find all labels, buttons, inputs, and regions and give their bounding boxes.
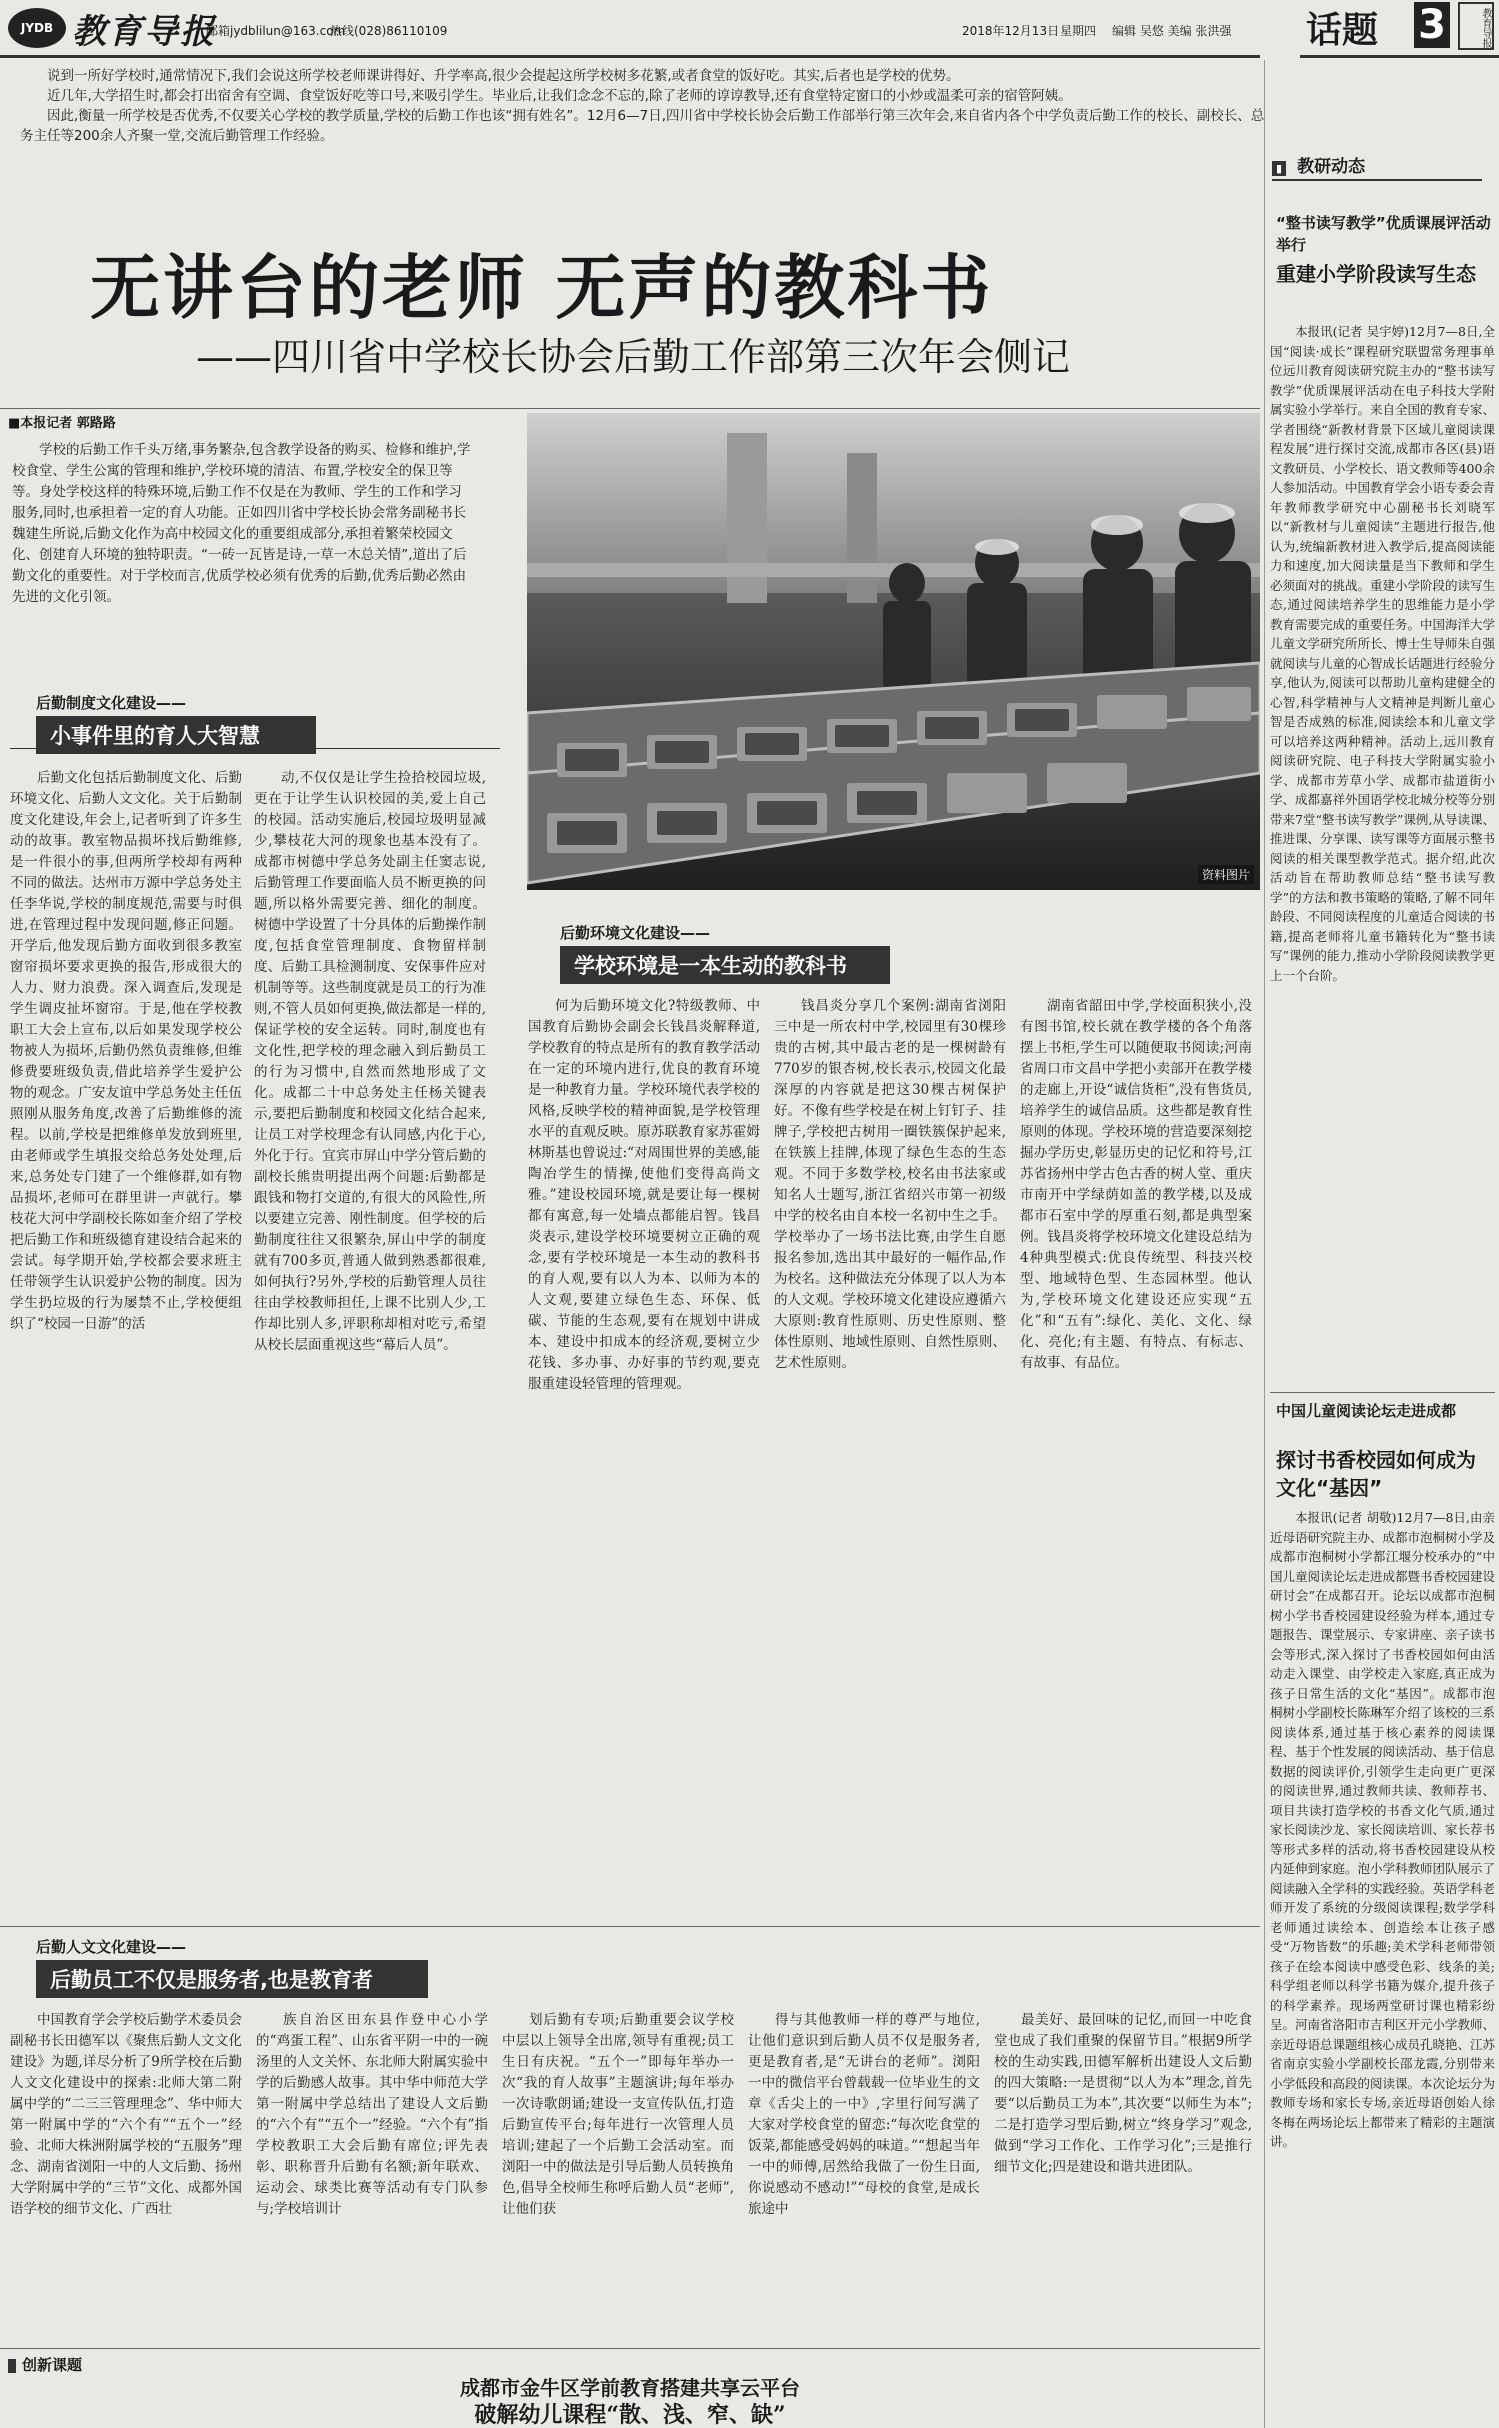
masthead-date: 2018年12月13日	[962, 24, 1060, 38]
section2-column-1: 何为后勤环境文化?特级教师、中国教育后勤协会副会长钱昌炎解释道,学校教育的特点是所有的教育教学活动在一定的环境内进行,优良的教育环境是一种教育力量。学校环境代表学校的风格,反映学校的精神面貌,是学校管理水平的直观反映。原苏联教育家苏霍姆林斯基也曾说过:“对周围世界的美感,能陶冶学生的情操,使他们变得高尚文雅。”建设校园环境,就是要让每一棵树都有寓意,每一处墙点都能启智。钱昌炎表示,建设学校环境要树立正确的观念,要有学校环境是一本生动的教科书的育人观,要有以人为本、以师为本的人文观,要建立绿色生态、环保、低碳、节能的生态观,要有在规划中讲成本、建设中扣成本的经济观,要树立少花钱、多办事、办好事的节约观,要克服重建设轻管理的管理观。	[528, 998, 760, 1392]
innovation-head: 破解幼儿课程“散、浅、窄、缺”	[474, 2402, 786, 2428]
sidebar-article2-kicker: 中国儿童阅读论坛走进成都	[1276, 1402, 1457, 1420]
section1-rule	[10, 748, 500, 749]
masthead-rule	[0, 55, 1260, 58]
byline: ■本报记者 郭路路	[8, 416, 116, 431]
section3-rule	[0, 1926, 1260, 1927]
masthead-logo: JYDB	[8, 8, 66, 48]
section3-column-4: 得与其他教师一样的尊严与地位,让他们意识到后勤人员不仅是服务者,更是教育者,是“无讲台的老师”。浏阳一中的微信平台曾载载一位毕业生的文章《舌尖上的一中》,字里行间写满了大家对学校食堂的留恋:“每次吃食堂的饭菜,都能感受妈妈的味道。”“想起当年一中的师傅,居然给我做了一份生日面,你说感动不感动!”“母校的食堂,是成长旅途中	[748, 2012, 980, 2217]
masthead-editor: 编辑 吴悠 美编 张洪强	[1112, 24, 1232, 38]
sidebar-article1-kicker: “整书读写教学”优质课展评活动举行	[1276, 214, 1491, 254]
masthead-email: 邮箱jydblilun@163.com	[206, 24, 346, 38]
section1-column-1: 后勤文化包括后勤制度文化、后勤环境文化、后勤人文文化。关于后勤制度文化建设,年会上,记者听到了许多生动的故事。教室物品损坏找后勤维修,是一件很小的事,但两所学校却有两种不同的做法。达州市万源中学总务处主任李华说,学校的制度规范,需要与时俱进,在管理过程中发现问题,修正问题。开学后,他发现后勤方面收到很多教室窗帘损坏要求更换的报告,形成很大的人力、财力浪费。深入调查后,发现是学生调皮扯坏窗帘。于是,他在学校教职工大会上宣布,以后如果发现学校公物被人为损坏,后勤仍然负责维修,但维修费要班级负责,借此培养学生爱护公物的观念。广安友谊中学总务处主任伍照刚从服务角度,改善了后勤维修的流程。以前,学校是把维修单发放到班里,由老师或学生填报交给总务处处理,后来,总务处专门建了一个维修群,如有物品损坏,老师可在群里讲一声就行。攀枝花大河中学副校长陈如奎介绍了学校把后勤工作和班级德育建设结合起来的尝试。每学期开始,学校都会要求班主任带领学生认识爱护公物的制度。因为学生扔垃圾的行为屡禁不止,学校便组织了“校园一日游”的活	[10, 770, 242, 1332]
sidebar-article2-text: 本报讯(记者 胡敬)12月7—8日,由亲近母语研究院主办、成都市泡桐树小学及成都市泡桐树小学都江堰分校承办的“中国儿童阅读论坛走进成都暨书香校园建设研讨会”在成都召开。论坛以成都市泡桐树小学书香校园建设经验为样本,通过专题报告、课堂展示、专家讲座、亲子读书会等形式,深入探讨了书香校园如何由活动走入课堂、由学校走入家庭,真正成为孩子日常生活的文化“基因”。成都市泡桐树小学副校长陈琳军介绍了该校的三系阅读体系,通过基于核心素养的阅读课程、基于个性发展的阅读活动、基于信息数据的阅读评价,引领学生走向更广更深的阅读世界,通过教师共读、教师荐书、项目共读打造学校的书香文化气质,通过家长阅读沙龙、家长阅读培训、家长荐书等形式多样的活动,将书香校园建设从校内延伸到家庭。泡小学科教师团队展示了阅读融入全学科的实践经验。英语学科老师开发了系统的分级阅读课程;数学学科老师通过读绘本、创造绘本让孩子感受“万物皆数”的乐趣;美术学科老师带领孩子在绘本阅读中感受色彩、线条的美;科学组老师以科学书籍为媒介,提升孩子的科学素养。现场两堂研讨课也精彩纷呈。河南省洛阳市吉利区开元小学教师、亲近母语总课题组核心成员孔晓艳、江苏省南京实验小学副校长邵龙霞,分别带来小学低段和高段的阅读课。本次论坛分为教师专场和家长专场,亲近母语创始人徐冬梅在两场论坛上都带来了精彩的主题演讲。	[1270, 1510, 1495, 2149]
sidebar-article1-head: 重建小学阶段读写生态	[1276, 262, 1476, 286]
masthead-week: 星期四	[1060, 24, 1097, 38]
canteen-photo	[527, 413, 1260, 890]
section2-heading: 学校环境是一本生动的教科书	[560, 946, 890, 984]
canteen-scene-illustration	[527, 413, 1260, 890]
sidebar-divider	[1264, 60, 1265, 2428]
sidebar-label-text: 教研动态	[1297, 157, 1366, 177]
sidebar-rule	[1270, 1392, 1495, 1393]
section2-label: 后勤环境文化建设——	[560, 924, 711, 942]
section2-column-2: 钱昌炎分享几个案例:湖南省浏阳三中是一所农村中学,校园里有30棵珍贵的古树,其中最古老的是一棵树龄有770岁的银杏树,校长表示,校园文化最深厚的内容就是把这30棵古树保护好。不像有些学校是在树上钉钉子、挂牌子,学校把古树用一圈铁簇保护起来,在铁簇上挂牌,体现了绿色生态的生态观。不同于多数学校,校名由书法家或知名人士题写,浙江省绍兴市第一初级中学的校名由自本校一名初中生之手。学校举办了一场书法比赛,由学生自愿报名参加,选出其中最好的一幅作品,作为校名。这种做法充分体现了以人为本的人文观。学校环境文化建设应遵循六大原则:教育性原则、历史性原则、整体性原则、地域性原则、自然性原则、艺术性原则。	[774, 998, 1006, 1371]
sidebar-article1-text: 本报讯(记者 吴宇婷)12月7—8日,全国“阅读·成长”课程研究联盟常务理事单位远川教育阅读研究院主办的“整书读写教学”优质课展评活动在电子科技大学附属实验小学举行。来自全国的教育专家、学者围绕“新教材背景下区域儿童阅读课程发展”进行探讨交流,成都市各区(县)语文教研员、小学校长、语文教师等400余人参加活动。中国教育学会小语专委会青年教师教学研究中心副秘书长刘晓军以“新教材与儿童阅读”主题进行报告,他认为,统编新教材进入教学后,提高阅读能力和速度,加大阅读量是当下教师和学生必须面对的挑战。重建小学阶段的读写生态,通过阅读培养学生的思维能力是小学教育需要完成的重要任务。中国海洋大学儿童文学研究所所长、博士生导师朱自强就阅读与儿童的心智成长话题进行经验分享,他认为,阅读可以帮助儿童构建健全的心智,科学精神与人文精神是判断儿童心智是否成熟的标准,阅读绘本和儿童文学可以培养这两种精神。活动上,远川教育阅读研究院、电子科技大学附属实验小学、成都市芳草小学、成都市盐道街小学、成都嘉祥外国语学校北城分校等分别带来7堂“整书读写教学”课例,从导读课、推进课、分享课、读写课等方面展示整书阅读的相关课型教学范式。据介绍,此次活动旨在帮助教师总结“整书读写教学”的方法和教书策略的策略,了解不同年龄段、不同阅读程度的儿童适合阅读的书籍,提高老师将儿童书籍转化为“整书读写”课例的能力,推动小学阶段阅读教学更上一个台阶。	[1270, 324, 1495, 983]
section1-heading: 小事件里的育人大智慧	[36, 716, 316, 754]
photo-caption: 资料图片	[1198, 865, 1254, 884]
headline-title: 无讲台的老师 无声的教科书	[90, 246, 994, 329]
section3-column-5: 最美好、最回味的记忆,而回一中吃食堂也成了我们重聚的保留节目。”根据9所学校的生动实践,田德军解析出建设人文后勤的四大策略:一是贯彻“以人为本”理念,首先要“以后勤员工为本”,其次要“以师生为本”;二是打造学习型后勤,树立“终身学习”观念,做到“学习工作化、工作学习化”;三是推行细节文化;四是建设和谐共进团队。	[994, 2012, 1252, 2175]
masthead-hotline: 热线(028)86110109	[330, 24, 448, 38]
section1-label: 后勤制度文化建设——	[36, 694, 187, 712]
page-number: 3	[1414, 2, 1450, 48]
headline-subtitle: ——四川省中学校长协会后勤工作部第三次年会侧记	[196, 335, 1071, 379]
section1-column-2: 动,不仅仅是让学生捡拾校园垃圾,更在于让学生认识校园的美,爱上自己的校园。活动实施后,校园垃圾明显减少,攀枝花大河的现象也基本没有了。成都市树德中学总务处副主任窦志说,后勤管理工作要面临人员不断更换的问题,所以格外需要完善、细化的制度。树德中学设置了十分具体的后勤操作制度,包括食堂管理制度、食物留样制度、后勤工具检测制度、安保事件应对机制等等。这些制度就是员工的行为准则,不管人员如何更换,做法都是一样的,保证学校的安全运转。同时,制度也有文化性,把学校的理念融入到后勤员工的行为习惯中,自然而然地形成了文化。成都二十中总务处主任杨关键表示,要把后勤制度和校园文化结合起来,让员工对学校理念有认同感,内化于心,外化于行。宜宾市屏山中学分管后勤的副校长熊贵明提出两个问题:后勤都是跟钱和物打交道的,有很大的风险性,所以要建立完善、刚性制度。但学校的后勤制度往往又很繁杂,屏山中学的制度就有700多页,普通人做到熟悉都很难,如何执行?另外,学校的后勤管理人员往往由学校教师担任,上课不比别人少,工作却比别人多,评职称却相对吃亏,希望从校长层面重视这些“幕后人员”。	[254, 770, 486, 1353]
lead-paragraph-3: 因此,衡量一所学校是否优秀,不仅要关心学校的教学质量,学校的后勤工作也该“拥有姓名”。12月6—7日,四川省中学校长协会后勤工作部举行第三次年会,来自省内各个中学负责后勤工作的校长、副校长、总务主任等200余人齐聚一堂,交流后勤管理工作经验。	[20, 108, 1265, 144]
section3-heading: 后勤员工不仅是服务者,也是教育者	[36, 1960, 428, 1998]
innovation-tag	[8, 2359, 16, 2373]
section-title: 话题	[1306, 10, 1379, 51]
sidebar-label	[1272, 152, 1482, 181]
sidebar-article2-head: 探讨书香校园如何成为文化“基因”	[1276, 1448, 1476, 1500]
lead-block	[20, 66, 1270, 206]
lead-paragraph-2: 近几年,大学招生时,都会打出宿舍有空调、食堂饭好吃等口号,来吸引学生。毕业后,让我们念念不忘的,除了老师的谆谆教导,还有食堂特定窗口的小炒或温柔可亲的宿管阿姨。	[47, 88, 1072, 104]
sidebar-label-tag: ▮	[1272, 161, 1286, 176]
byline-rule	[0, 408, 1260, 409]
section2-column-3: 湖南省韶田中学,学校面积狭小,没有图书馆,校长就在教学楼的各个角落摆上书柜,学生可以随便取书阅读;河南省周口市文昌中学把小卖部开在教学楼的走廊上,开设“诚信货柜”,没有售货员,培养学生的诚信品质。这些都是教育性原则的体现。学校环境的营造要深刻挖掘办学历史,彰显历史的记忆和符号,江苏省扬州中学古色古香的树人堂、重庆市南开中学绿荫如盖的教学楼,以及成都市石室中学的厚重石刻,都是典型案例。钱昌炎将学校环境文化建设总结为4种典型模式:优良传统型、科技兴校型、地域特色型、生态园林型。他认为,学校环境文化建设还应实现“五化”和“五有”:绿化、美化、文化、绿化、亮化;有主题、有特点、有标志、有故事、有品位。	[1020, 998, 1252, 1371]
page-stamp: 教育导报	[1458, 2, 1494, 50]
innovation-kicker: 成都市金牛区学前教育搭建共享云平台	[460, 2376, 800, 2400]
section3-column-2: 族自治区田东县作登中心小学的“鸡蛋工程”、山东省平阴一中的一碗汤里的人文关怀、东北师大附属实验中学的后勤感人故事。其中华中师范大学第一附属中学总结出了建设人文后勤的“六个有”“五个一”经验。“六个有”指学校教职工大会后勤有席位;评先表彰、职称晋升后勤有名额;新年联欢、运动会、球类比赛等活动有专门队参与;学校培训计	[256, 2012, 488, 2217]
lead-paragraph-1: 说到一所好学校时,通常情况下,我们会说这所学校老师课讲得好、升学率高,很少会提起这所学校树多花繁,或者食堂的饭好吃。其实,后者也是学校的优势。	[47, 68, 960, 84]
masthead	[0, 0, 1499, 62]
innovation-rule	[0, 2348, 1260, 2349]
section3-label: 后勤人文文化建设——	[36, 1938, 187, 1956]
section3-column-3: 划后勤有专项;后勤重要会议学校中层以上领导全出席,领导有重视;员工生日有庆祝。“五个一”即每年举办一次“我的育人故事”主题演讲;每年举办一次诗歌朗诵;建设一支宣传队伍,打造后勤宣传平台;每年进行一次管理人员培训;建起了一个后勤工会活动室。而浏阳一中的做法是引导后勤人员转换角色,倡导全校师生称呼后勤人员“老师”,让他们获	[502, 2012, 734, 2217]
intro-text: 学校的后勤工作千头万绪,事务繁杂,包含教学设备的购买、检修和维护,学校食堂、学生公寓的管理和维护,学校环境的清洁、布置,学校安全的保卫等等。身处学校这样的特殊环境,后勤工作不仅是在为教师、学生的工作和学习服务,同时,也承担着一定的育人功能。正如四川省中学校长协会常务副秘书长魏建生所说,后勤文化作为高中校园文化的重要组成部分,承担着繁荣校园文化、创建育人环境的独特职责。“一砖一瓦皆是诗,一草一木总关情”,道出了后勤文化的重要性。对于学校而言,优质学校必须有优秀的后勤,优秀后勤必然由先进的文化引领。	[12, 442, 471, 605]
masthead-rule-right	[1300, 55, 1499, 58]
innovation-label-text: 创新课题	[22, 2356, 83, 2374]
section3-column-1: 中国教育学会学校后勤学术委员会副秘书长田德军以《聚焦后勤人文文化建设》为题,详尽分析了9所学校在后勤人文文化建设中的探索:北师大第二附属中学的“二三三管理理念”、华中师大第一附属中学的“六个有”“五个一”经验、北师大株洲附属学校的“五服务”理念、湖南省浏阳一中的人文后勤、扬州大学附属中学的“三节”文化、成都外国语学校的细节文化、广西壮	[10, 2012, 242, 2217]
paper-name: 教育导报	[72, 12, 216, 52]
